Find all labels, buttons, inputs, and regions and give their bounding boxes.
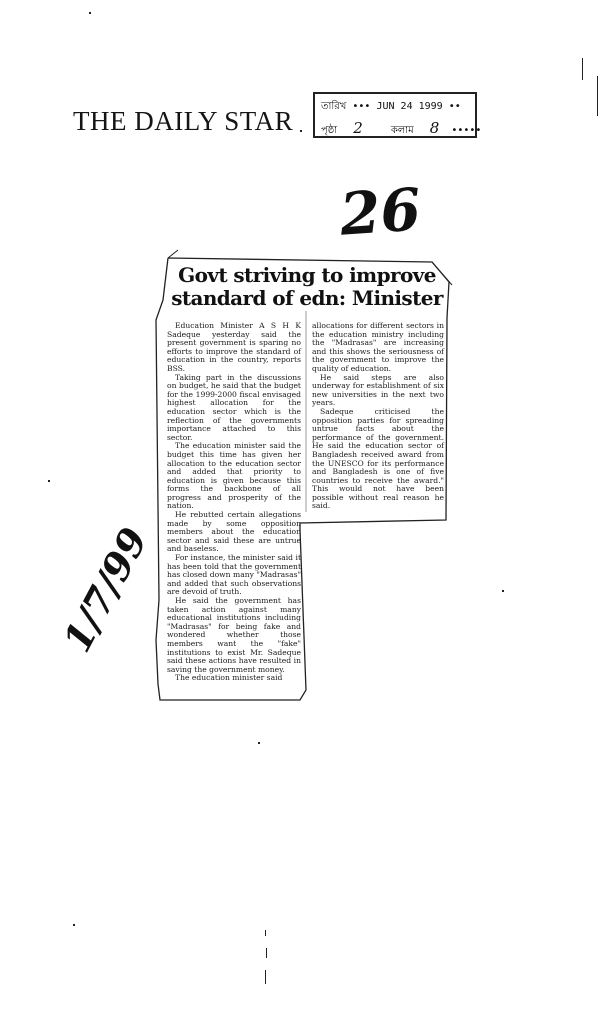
stamp-column-label: কলাম (390, 125, 414, 136)
paragraph: The education minister said the budget this time has given her allocation to the education sector and added that priority to education is given because this forms the backbone of all progress and prosperity of the nation. (167, 441, 301, 511)
paragraph: Education Minister A S H K Sadeque yesterday said the present government is sparing no efforts to improve the standard of education in the country, reports BSS. (167, 321, 301, 373)
handwritten-date-mark: 1/7/99 (54, 520, 157, 660)
paragraph: He said the government has taken action against many educational institutions including "Madrasas" for being fake and wondered whether those members want the "fake" institutions to exist Mr. Sadeque said these actions have resulted in saving the government money. (167, 596, 301, 674)
paragraph: allocations for different sectors in the education ministry including the "Madrasas" are increasing and this shows the seriousness of the government to improve the quality of education. (312, 321, 444, 373)
paragraph: He said steps are also underway for establishment of six new universities in the next two years. (312, 372, 444, 408)
stamp-date-label: তারিখ (321, 101, 347, 112)
stamp-dots: •• (448, 101, 461, 112)
stamp-dots: ••• (352, 101, 371, 112)
stamp-column-value: 8 (429, 119, 440, 137)
stamp-page-label: পৃষ্ঠা (321, 125, 338, 136)
stamp-date-value: JUN 24 1999 (376, 101, 443, 112)
stamp-dots: ••••• (451, 125, 482, 136)
paragraph: For instance, the minister said it has been told that the government has closed down many "Madrasas" and added that such observations are devoid of truth. (167, 553, 301, 597)
headline-line-1: Govt striving to improve (178, 263, 436, 287)
paragraph: He rebutted certain allegations made by some opposition members about the education sector and said these are untrue and baseless. (167, 510, 301, 554)
stamp-page-value: 2 (353, 119, 363, 137)
article-column-2 (312, 322, 444, 511)
paragraph: Taking part in the discussions on budget, he said that the budget for the 1999-2000 fiscal envisaged highest allocation for the education sector which is the reflection of the governments importance attached to this sector. (167, 372, 301, 442)
cut-mark (168, 250, 178, 258)
paragraph: The education minister said (175, 673, 283, 683)
paragraph: Sadeque criticised the opposition parties for spreading untrue facts about the performance of the government. He said the education sector of Bangladesh received award from the UNESCO for its performance and Bangladesh is one of five countries to receive the award." This would not have been possible without real reason he said. (312, 406, 444, 511)
handwritten-page-mark: 26 (337, 175, 423, 249)
headline-line-2: standard of edn: Minister (171, 286, 443, 310)
newspaper-masthead: THE DAILY STAR (73, 106, 294, 136)
article-headline (163, 264, 451, 310)
article-column-1 (167, 322, 301, 683)
